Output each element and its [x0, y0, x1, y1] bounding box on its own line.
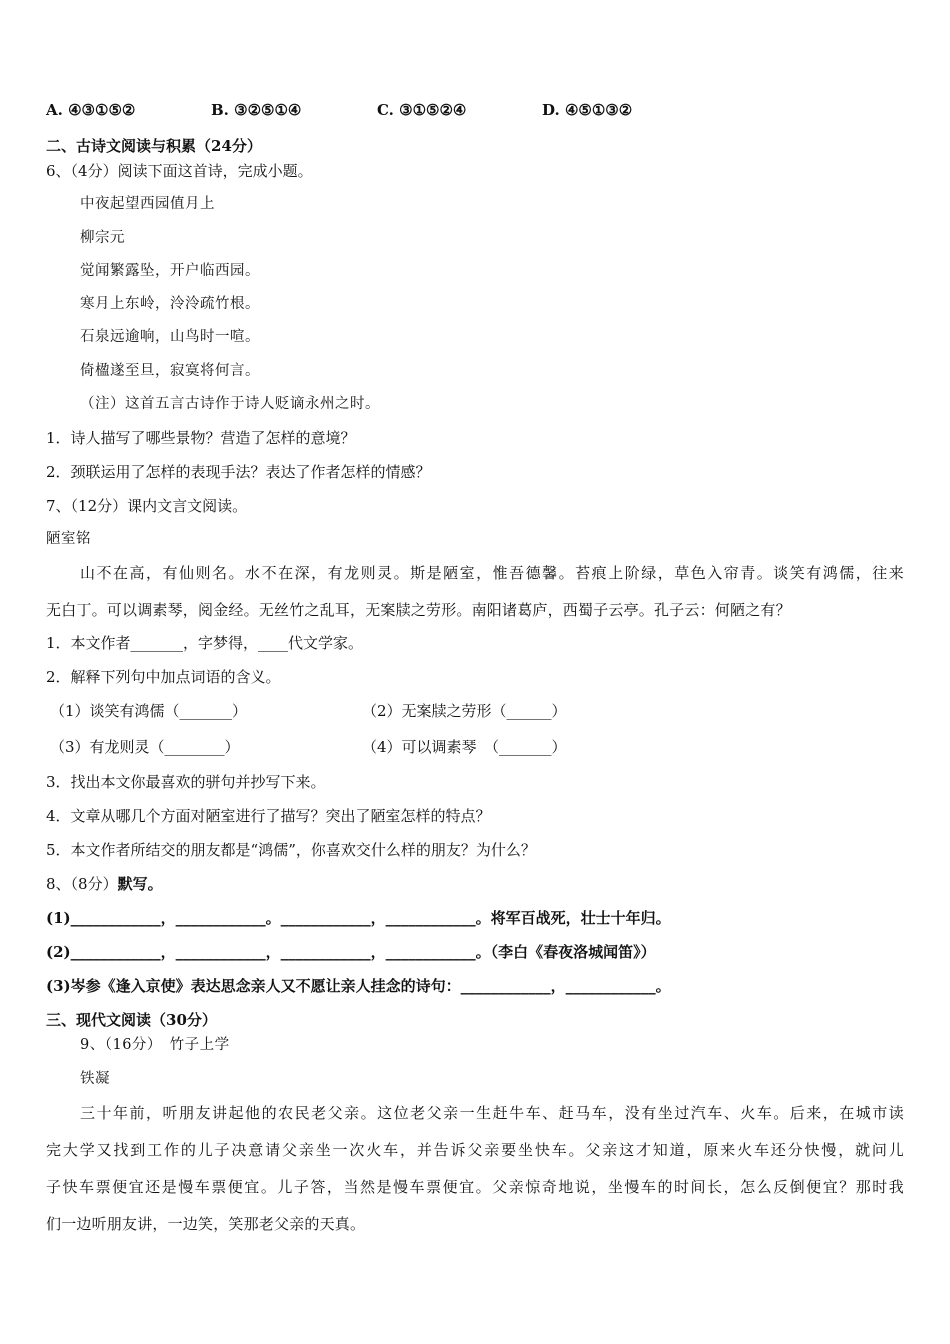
dictation-line: (1)____________，____________。____________，____________。将军百战死，壮士十年归。	[46, 909, 671, 927]
choice-value: ④③①⑤②	[68, 101, 136, 119]
section-heading: 三、现代文阅读（30分）	[46, 1011, 217, 1029]
poem-line: 石泉远逾响，山鸟时一喧。	[80, 329, 260, 345]
question-intro: 7、（12分）课内文言文阅读。	[46, 497, 248, 515]
passage-line: 们一边听朋友讲，一边笑，笑那老父亲的天真。	[46, 1215, 366, 1233]
sub-question: 2．解释下列句中加点词语的含义。	[46, 668, 281, 686]
choice-value: ③①⑤②④	[399, 101, 467, 119]
dictation-line: (2)____________，____________，____________，____________。（李白《春夜洛城闻笛》）	[46, 943, 656, 961]
sub-question: 1．本文作者_______，字梦得，____代文学家。	[46, 634, 364, 652]
choice-value: ④⑤①③②	[564, 101, 633, 119]
question-number: 8、（8分）	[46, 875, 118, 893]
blank-item: （2）无案牍之劳形（______）	[362, 702, 567, 720]
sub-question: 2．颈联运用了怎样的表现手法？表达了作者怎样的情感？	[46, 463, 431, 481]
question-type: 默写。	[117, 875, 163, 893]
choice-value: ③②⑤①④	[234, 101, 302, 119]
choice-label: A.	[46, 101, 63, 119]
poem-title: 中夜起望西园值月上	[80, 196, 215, 212]
passage-line: 无白丁。可以调素琴，阅金经。无丝竹之乱耳，无案牍之劳形。南阳诸葛庐，西蜀子云亭。孔子云：何陋之有？	[46, 601, 791, 619]
poem-line: 倚楹遂至旦，寂寞将何言。	[80, 363, 260, 379]
poem-note: （注）这首五言古诗作于诗人贬谪永州之时。	[80, 396, 380, 412]
choice-d	[542, 101, 632, 119]
section-heading: 二、古诗文阅读与积累（24分）	[46, 137, 262, 155]
blank-item: （3）有龙则灵（________）	[50, 738, 240, 756]
choice-b	[211, 101, 301, 119]
sub-question: 1．诗人描写了哪些景物？营造了怎样的意境？	[46, 429, 356, 447]
sub-question: 4．文章从哪几个方面对陋室进行了描写？突出了陋室怎样的特点？	[46, 807, 491, 825]
question-intro: 9、（16分） 竹子上学	[80, 1037, 230, 1053]
passage-line: 山不在高，有仙则名。水不在深，有龙则灵。斯是陋室，惟吾德馨。苔痕上阶绿，草色入帘青。谈笑有鸿儒，往来	[80, 564, 904, 582]
poem-line: 觉闻繁露坠，开户临西园。	[80, 263, 260, 279]
choice-label: B.	[211, 101, 229, 119]
text-author: 铁凝	[80, 1071, 110, 1087]
blank-item: （1）谈笑有鸿儒（_______）	[50, 702, 248, 720]
choice-a	[46, 101, 135, 119]
passage-line: 子快车票便宜还是慢车票便宜。儿子答，当然是慢车票便宜。父亲惊奇地说，坐慢车的时间长，怎么反倒便宜？那时我	[46, 1178, 904, 1196]
question-intro	[46, 874, 163, 894]
choice-label: D.	[542, 101, 560, 119]
blank-item: （4）可以调素琴 （_______）	[362, 738, 567, 756]
text-title: 陋室铭	[46, 531, 91, 547]
poem-line: 寒月上东岭，泠泠疏竹根。	[80, 296, 260, 312]
passage-line: 完大学又找到工作的儿子决意请父亲坐一次火车，并告诉父亲要坐快车。父亲这才知道，原来火车还分快慢，就问儿	[46, 1141, 904, 1159]
sub-question: 3．找出本文你最喜欢的骈句并抄写下来。	[46, 773, 326, 791]
question-intro: 6、（4分）阅读下面这首诗，完成小题。	[46, 162, 313, 180]
poem-author: 柳宗元	[80, 230, 125, 246]
passage-line: 三十年前，听朋友讲起他的农民老父亲。这位老父亲一生赶牛车、赶马车，没有坐过汽车、火车。后来，在城市读	[80, 1104, 904, 1122]
sub-question: 5．本文作者所结交的朋友都是“鸿儒”，你喜欢交什么样的朋友？为什么？	[46, 841, 536, 859]
dictation-line: (3)岑参《逢入京使》表达思念亲人又不愿让亲人挂念的诗句：____________，____________。	[46, 977, 671, 995]
choice-label: C.	[377, 101, 394, 119]
choice-c	[377, 101, 466, 119]
